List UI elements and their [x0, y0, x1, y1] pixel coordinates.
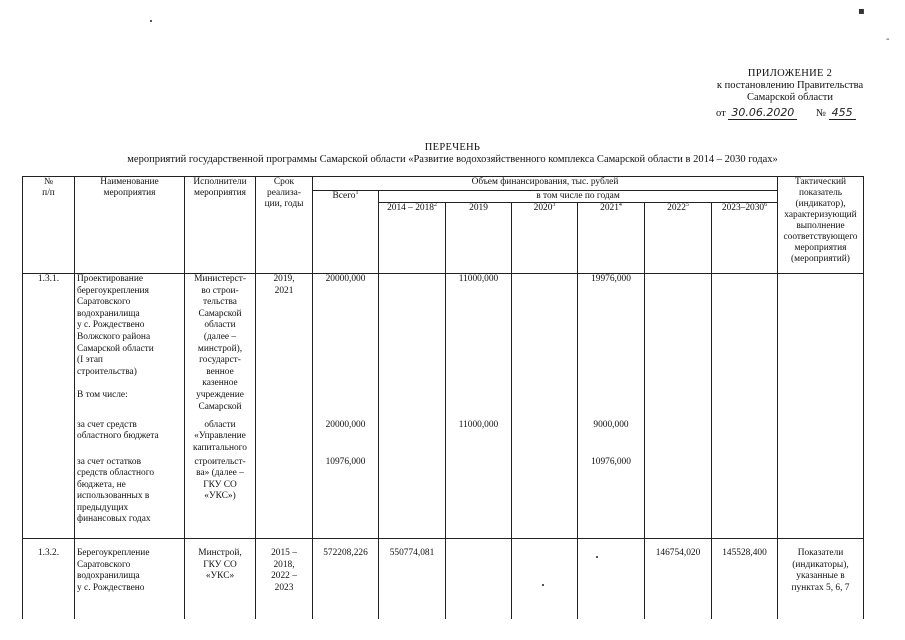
- header-total: Всего$^1$: [313, 191, 379, 274]
- row-y4: [578, 539, 645, 619]
- row-y2: 11000,000: [446, 420, 512, 457]
- header-year-2022: 2022$^5$: [645, 203, 712, 274]
- table-row: [23, 420, 864, 457]
- scan-mark: ▪: [858, 6, 865, 17]
- appendix-block: [700, 68, 880, 104]
- scan-dot: [596, 556, 598, 558]
- header-year-2020: 2020$^3$: [512, 203, 578, 274]
- row-name: Берегоукрепление Саратовского водохранилища у с. Рождествено: [75, 539, 185, 619]
- table-row: [23, 539, 864, 619]
- header-year-2019: 2019: [446, 203, 512, 274]
- row-executor: Минстрой, ГКУ СО «УКС»: [185, 539, 256, 619]
- row-y5: [645, 420, 712, 457]
- row-y4: 10976,000: [578, 457, 645, 539]
- row-y6: [712, 457, 778, 539]
- row-num: [23, 420, 75, 457]
- row-term: 2015 – 2018, 2022 – 2023: [256, 539, 313, 619]
- row-indicator: [778, 457, 864, 539]
- row-y3: [512, 539, 578, 619]
- row-total: 10976,000: [313, 457, 379, 539]
- scan-dot: [150, 20, 152, 22]
- row-y4: 19976,000: [578, 274, 645, 420]
- measures-table: [22, 176, 864, 619]
- row-executor: строительст- ва» (далее – ГКУ СО «УКС»): [185, 457, 256, 539]
- appendix-date-line: [716, 106, 886, 119]
- header-name: Наименование мероприятия: [75, 177, 185, 274]
- row-term: [256, 420, 313, 457]
- header-indicator: Тактический показатель (индикатор), характеризующий выполнение соответствующего мероприятия (мероприятий): [778, 177, 864, 274]
- row-indicator: [778, 274, 864, 420]
- row-y1: [379, 274, 446, 420]
- row-y3: [512, 274, 578, 420]
- header-financing: Объем финансирования, тыс. рублей: [313, 177, 778, 191]
- row-executor: Министерст- во строи- тельства Самарской области (далее – минстрой), государст- венное казенное учреждение Самарской: [185, 274, 256, 420]
- row-num: 1.3.1.: [23, 274, 75, 420]
- row-term: [256, 457, 313, 539]
- row-y2: 11000,000: [446, 274, 512, 420]
- row-name: за счет остатков средств областного бюджета, не использованных в предыдущих финансовых годах: [75, 457, 185, 539]
- row-y4: 9000,000: [578, 420, 645, 457]
- row-y6: [712, 420, 778, 457]
- row-y6: [712, 274, 778, 420]
- from-label: от: [716, 108, 726, 119]
- document-subtitle: мероприятий государственной программы Самарской области «Развитие водохозяйственного комплекса Самарской области в 2014 – 2030 годах»: [127, 154, 778, 165]
- appendix-line-2: к постановлению Правительства: [716, 80, 864, 91]
- header-row-1: [23, 177, 864, 191]
- scan-mark: -: [886, 34, 890, 45]
- row-y3: [512, 457, 578, 539]
- row-term: 2019, 2021: [256, 274, 313, 420]
- row-total: 20000,000: [313, 274, 379, 420]
- row-name: за счет средств областного бюджета: [75, 420, 185, 457]
- handwritten-date: 30.06.2020: [728, 106, 797, 120]
- row-y2: [446, 457, 512, 539]
- row-y5: [645, 274, 712, 420]
- row-y1: [379, 420, 446, 457]
- header-num: № п/п: [23, 177, 75, 274]
- row-num: [23, 457, 75, 539]
- row-executor: области «Управление капитального: [185, 420, 256, 457]
- row-y1: 550774,081: [379, 539, 446, 619]
- header-year-2014-2018: 2014 – 2018$^2$: [379, 203, 446, 274]
- header-year-2023-2030: 2023–2030$^6$: [712, 203, 778, 274]
- row-y1: [379, 457, 446, 539]
- row-y5: [645, 457, 712, 539]
- scan-dot: [542, 584, 544, 586]
- row-indicator: [778, 420, 864, 457]
- table-row: [23, 274, 864, 420]
- row-y2: [446, 539, 512, 619]
- header-incl-years: в том числе по годам: [379, 191, 778, 203]
- row-num: 1.3.2.: [23, 539, 75, 619]
- appendix-line-3: Самарской области: [747, 92, 833, 103]
- row-indicator: Показатели (индикаторы), указанные в пунктах 5, 6, 7: [778, 539, 864, 619]
- header-year-2021: 2021$^4$: [578, 203, 645, 274]
- handwritten-number: 455: [829, 106, 856, 120]
- row-total: 572208,226: [313, 539, 379, 619]
- row-y5: 146754,020: [645, 539, 712, 619]
- row-total: 20000,000: [313, 420, 379, 457]
- document-title: ПЕРЕЧЕНЬ: [424, 142, 481, 153]
- appendix-title: ПРИЛОЖЕНИЕ 2: [747, 68, 833, 79]
- row-y3: [512, 420, 578, 457]
- number-label: №: [815, 108, 826, 119]
- header-executors: Исполнители мероприятия: [185, 177, 256, 274]
- header-term: Срок реализа- ции, годы: [256, 177, 313, 274]
- table-row: [23, 457, 864, 539]
- row-y6: 145528,400: [712, 539, 778, 619]
- row-name: Проектирование берегоукрепления Саратовского водохранилища у с. Рождествено Волжского района Самарской области (I этап строительства) В том числе:: [75, 274, 185, 420]
